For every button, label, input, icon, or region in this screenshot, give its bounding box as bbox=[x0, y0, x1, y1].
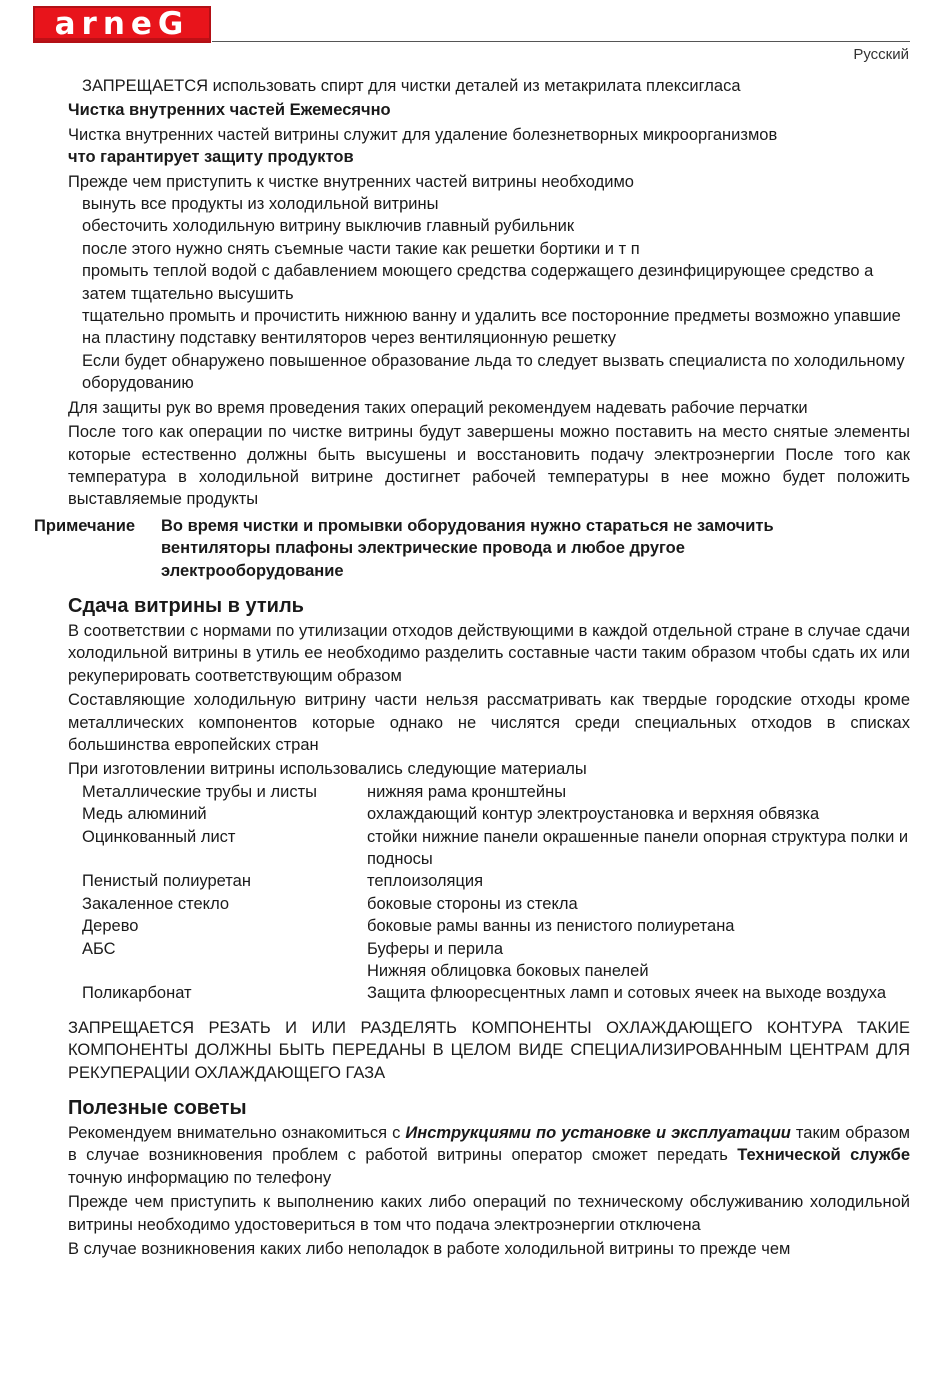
cleaning-step: после этого нужно снять съемные части такие как решетки бортики и т п bbox=[82, 239, 640, 258]
refrigerant-warning: ЗАПРЕЩАЕТСЯ РЕЗАТЬ И ИЛИ РАЗДЕЛЯТЬ КОМПОНЕНТЫ ОХЛАЖДАЮЩЕГО КОНТУРА ТАКИЕ КОМПОНЕНТЫ ДОЛЖНЫ БЫТЬ ПЕРЕДАНЫ В ЦЕЛОМ ВИДЕ СПЕЦИАЛИЗИРОВАННЫМ ЦЕНТРАМ ДЛЯ РЕКУПЕРАЦИИ ОХЛАЖДАЮЩЕГО ГАЗА bbox=[68, 1018, 910, 1082]
cleaning-step: обесточить холодильную витрину выключив главный рубильник bbox=[82, 217, 575, 236]
material-use: боковые рамы ванны из пенистого полиуретана bbox=[367, 917, 735, 936]
material-use: теплоизоляция bbox=[367, 872, 484, 891]
material-row bbox=[82, 915, 910, 937]
tips-paragraph: Прежде чем приступить к выполнению каких либо операций по техническому обслуживанию холодильной витрины необходимо удостовериться в том что подача электроэнергии отключена bbox=[68, 1193, 910, 1234]
after-cleaning-text: После того как операции по чистке витрины будут завершены можно поставить на место снятые элементы которые естественно должны быть высушены и восстановить подачу электроэнергии После того как температура в холодильной витрине достигнет рабочей температуры в нее можно будет положить выставляемые продукты bbox=[68, 423, 910, 509]
material-name: Дерево bbox=[82, 917, 139, 936]
cleaning-step: вынуть все продукты из холодильной витрины bbox=[82, 195, 439, 214]
material-name: Оцинкованный лист bbox=[82, 827, 236, 846]
material-name: Закаленное стекло bbox=[82, 894, 230, 913]
material-use: Защита флюоресцентных ламп и сотовых ячеек на выходе воздуха bbox=[367, 984, 887, 1003]
tips-paragraph bbox=[68, 1122, 910, 1189]
tips-text: Рекомендуем внимательно ознакомиться с bbox=[68, 1124, 406, 1143]
tips-text: таким образом в случае возникновения проблем с работой витрины оператор сможет передать bbox=[68, 1124, 910, 1165]
cleaning-step: тщательно промыть и прочистить нижнюю ванну и удалить все посторонние предметы возможно упавшие на пластину подставку вентиляторов через вентиляционную решетку bbox=[82, 307, 901, 348]
cleaning-purpose-bold: что гарантирует защиту продуктов bbox=[68, 148, 354, 167]
material-use: стойки нижние панели окрашенные панели опорная структура полки и подносы bbox=[367, 827, 909, 868]
forbid-alcohol-text: ЗАПРЕЩАЕТСЯ использовать спирт для чистки деталей из метакрилата плексигласа bbox=[82, 77, 741, 95]
page-content bbox=[0, 75, 950, 1261]
cleaning-heading: Чистка внутренних частей Ежемесячно bbox=[68, 101, 391, 120]
material-name: Медь алюминий bbox=[82, 805, 207, 824]
page-header bbox=[0, 0, 950, 70]
cleaning-step: промыть теплой водой с дабавлением моющего средства содержащего дезинфицирующее средство а затем тщательно высушить bbox=[82, 262, 874, 303]
header-rule bbox=[212, 41, 910, 42]
material-row bbox=[82, 982, 910, 1004]
material-use: Буферы и перила bbox=[367, 939, 504, 958]
material-name: Поликарбонат bbox=[82, 984, 192, 1003]
cleaning-purpose-text: Чистка внутренних частей витрины служит для удаление болезнетворных микроорганизмов bbox=[68, 125, 778, 144]
disposal-heading: Сдача витрины в утиль bbox=[68, 594, 304, 617]
material-row bbox=[82, 938, 910, 960]
tips-text: точную информацию по телефону bbox=[68, 1168, 332, 1187]
materials-intro: При изготовлении витрины использовались следующие материалы bbox=[68, 760, 587, 779]
note-label: Примечание bbox=[34, 516, 136, 535]
gloves-text: Для защиты рук во время проведения таких операций рекомендуем надевать рабочие перчатки bbox=[68, 398, 808, 417]
service-reference: Технической службе bbox=[737, 1146, 911, 1165]
material-row bbox=[82, 960, 910, 982]
material-row bbox=[82, 893, 910, 915]
material-use: охлаждающий контур электроустановка и верхняя обвязка bbox=[367, 805, 820, 824]
note-text: Во время чистки и промывки оборудования нужно стараться не замочить вентиляторы плафоны электрические провода и любое другое электрооборудование bbox=[161, 516, 774, 580]
material-use: нижняя рама кронштейны bbox=[367, 782, 567, 801]
language-label: Русский bbox=[853, 46, 909, 63]
material-row bbox=[82, 870, 910, 892]
material-row bbox=[82, 826, 910, 871]
manual-reference: Инструкциями по установке и эксплуатации bbox=[405, 1124, 791, 1143]
before-cleaning-text: Прежде чем приступить к чистке внутренних частей витрины необходимо bbox=[68, 172, 634, 191]
tips-heading: Полезные советы bbox=[68, 1097, 247, 1120]
tips-paragraph: В случае возникновения каких либо неполадок в работе холодильной витрины то прежде чем bbox=[68, 1240, 791, 1259]
disposal-paragraph: В соответствии с нормами по утилизации отходов действующими в каждой отдельной стране в случае сдачи холодильной витрины в утиль ее необходимо разделить составные части таким образом чтобы сдать их или рекуперировать соответствующим образом bbox=[68, 621, 910, 685]
material-use: боковые стороны из стекла bbox=[367, 894, 578, 913]
arneg-logo: arneG bbox=[33, 6, 211, 43]
material-name: Пенистый полиуретан bbox=[82, 872, 251, 891]
note-block bbox=[0, 515, 950, 582]
material-row bbox=[82, 781, 910, 803]
cleaning-step: Если будет обнаружено повышенное образование льда то следует вызвать специалиста по холодильному оборудованию bbox=[82, 351, 905, 393]
material-name bbox=[82, 960, 367, 982]
materials-list bbox=[82, 781, 910, 1005]
material-name: Металлические трубы и листы bbox=[82, 782, 317, 801]
material-row bbox=[82, 803, 910, 825]
material-use: Нижняя облицовка боковых панелей bbox=[367, 962, 649, 981]
material-name: АБС bbox=[82, 939, 116, 958]
disposal-paragraph: Составляющие холодильную витрину части нельзя рассматривать как твердые городские отходы кроме металлических компонентов которые однако не числятся среди специальных отходов в списках большинства европейских стран bbox=[68, 691, 910, 754]
